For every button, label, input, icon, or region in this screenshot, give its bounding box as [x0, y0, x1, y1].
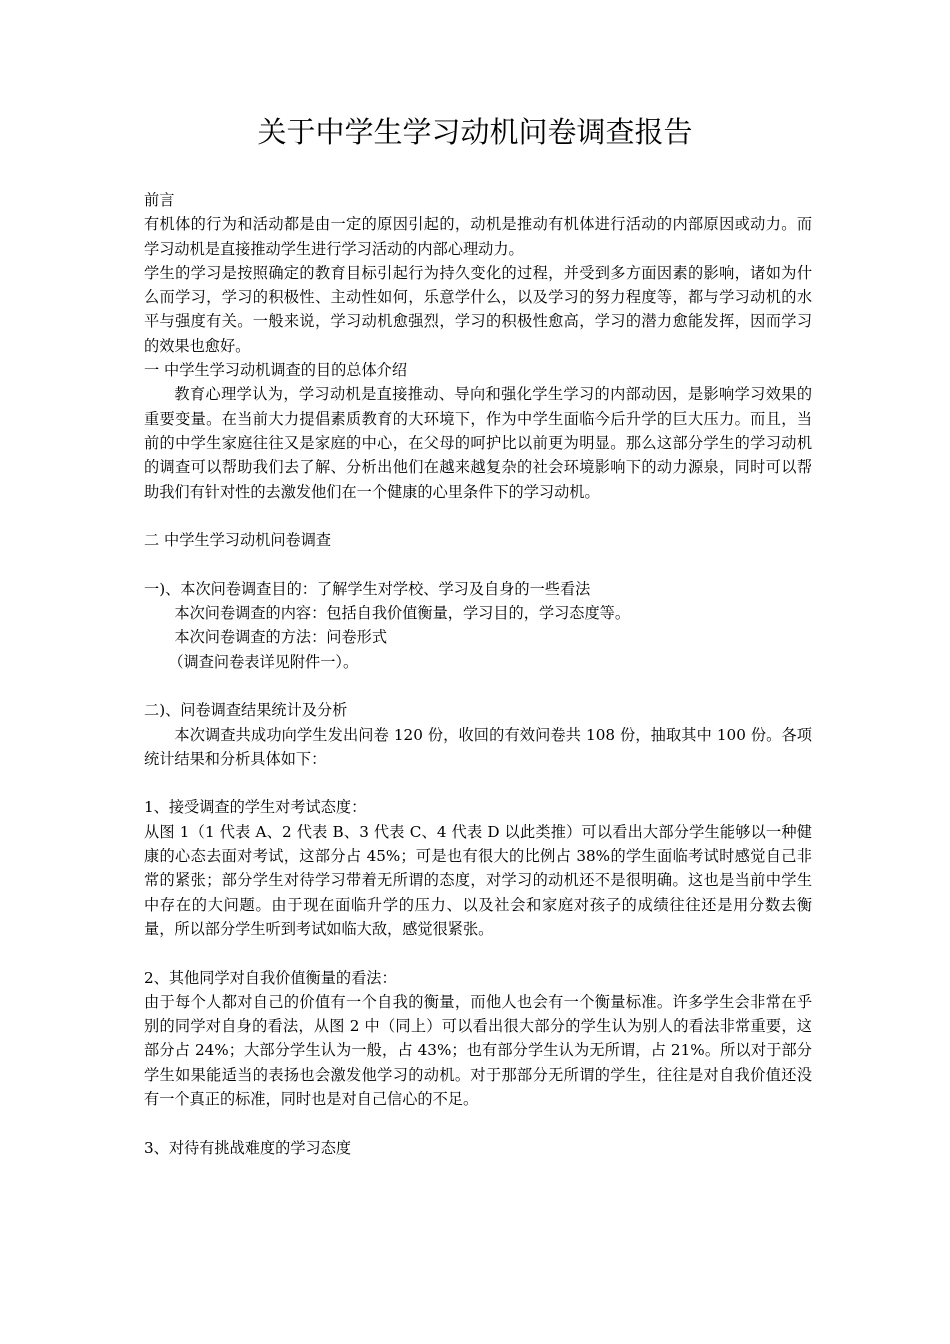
- spacer: [144, 771, 812, 795]
- item-2-heading: 2、其他同学对自我价值衡量的看法：: [144, 968, 397, 987]
- preface-paragraph-1: 有机体的行为和活动都是由一定的原因引起的，动机是推动有机体进行活动的内部原因或动力。而学习动机是直接推动学生进行学习活动的内部心理动力。: [144, 215, 812, 258]
- section-2-heading: 二 中学生学习动机问卷调查: [144, 531, 332, 550]
- document-body: [144, 188, 812, 1160]
- results-intro-paragraph: 本次调查共成功向学生发出问卷 120 份，收回的有效问卷共 108 份，抽取其中 100 份。各项统计结果和分析具体如下：: [144, 725, 812, 768]
- item-3-heading: 3、对待有挑战难度的学习态度: [144, 1138, 352, 1157]
- spacer: [144, 941, 812, 965]
- spacer: [144, 504, 812, 528]
- item-2-paragraph: 由于每个人都对自己的价值有一个自我的衡量，而他人也会有一个衡量标准。许多学生会非常在乎别的同学对自身的看法，从图 2 中（同上）可以看出很大部分的学生认为别人的看法非常重要，这部分占 24%；大部分学生认为一般，占 43%；也有部分学生认为无所谓，占 21%。所以对于部分学生如果能适当的表扬也会激发他学习的动机。对于那部分无所谓的学生，往往是对自我价值还没有一个真正的标准，同时也是对自己信心的不足。: [144, 992, 812, 1108]
- spacer: [144, 1111, 812, 1135]
- preface-heading: 前言: [144, 191, 175, 209]
- item-1-heading: 1、接受调查的学生对考试态度：: [144, 798, 367, 817]
- survey-method-line: 本次问卷调查的方法：问卷形式: [174, 628, 388, 647]
- section-1-paragraph: 教育心理学认为，学习动机是直接推动、导向和强化学生学习的内部动因，是影响学习效果的重要变量。在当前大力提倡素质教育的大环境下，作为中学生面临今后升学的巨大压力。而且，当前的中学生家庭往往又是家庭的中心，在父母的呵护比以前更为明显。那么这部分学生的学习动机的调查可以帮助我们去了解、分析出他们在越来越复杂的社会环境影响下的动力源泉，同时可以帮助我们有针对性的去激发他们在一个健康的心里条件下的学习动机。: [144, 385, 812, 501]
- document-title: 关于中学生学习动机问卷调查报告: [257, 115, 693, 149]
- preface-paragraph-2: 学生的学习是按照确定的教育目标引起行为持久变化的过程，并受到多方面因素的影响，诸如为什么而学习，学习的积极性、主动性如何，乐意学什么，以及学习的努力程度等，都与学习动机的水平与强度有关。一般来说，学习动机愈强烈，学习的积极性愈高，学习的潜力愈能发挥，因而学习的效果也愈好。: [144, 263, 812, 355]
- section-1-heading: 一 中学生学习动机调查的目的总体介绍: [144, 361, 408, 380]
- survey-appendix-note: （调查问卷表详见附件一）。: [168, 652, 359, 671]
- subsection-2b-heading: 二)、问卷调查结果统计及分析: [144, 701, 348, 720]
- item-1-paragraph: 从图 1（1 代表 A、2 代表 B、3 代表 C、4 代表 D 以此类推）可以看出大部分学生能够以一种健康的心态去面对考试，这部分占 45%；可是也有很大的比例占 38%的学生面临考试时感觉自己非常的紧张；部分学生对待学习带着无所谓的态度，对学习的动机还不是很明确。这也是当前中学生中存在的大问题。由于现在面临升学的压力、以及社会和家庭对孩子的成绩往往还是用分数去衡量，所以部分学生听到考试如临大敌，感觉很紧张。: [144, 822, 812, 938]
- spacer: [144, 552, 812, 576]
- survey-content-line: 本次问卷调查的内容：包括自我价值衡量，学习目的，学习态度等。: [174, 604, 631, 623]
- subsection-2a-heading: 一)、本次问卷调查目的：了解学生对学校、学习及自身的一些看法: [144, 579, 591, 598]
- spacer: [144, 674, 812, 698]
